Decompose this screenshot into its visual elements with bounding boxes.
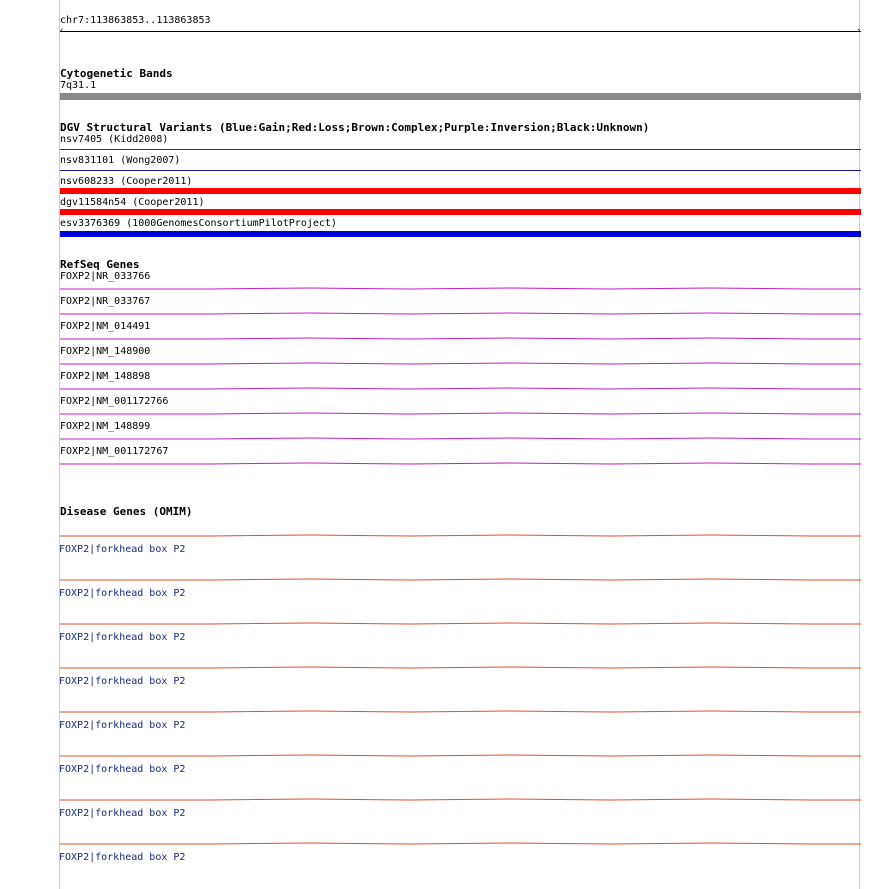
refseq-gene-label[interactable]: FOXP2|NM_148900 xyxy=(60,346,151,357)
omim-gene-line[interactable] xyxy=(60,706,861,714)
omim-gene-label[interactable]: FOXP2|forkhead box P2 xyxy=(59,852,186,863)
refseq-gene-line[interactable] xyxy=(60,308,861,316)
dgv-section-title: DGV Structural Variants (Blue:Gain;Red:Loss;Brown:Complex;Purple:Inversion;Black:Unknown) xyxy=(60,121,650,134)
omim-gene-line[interactable] xyxy=(60,794,861,802)
refseq-gene-label[interactable]: FOXP2|NM_014491 xyxy=(60,321,151,332)
ruler-left-arrow-icon: ‹ xyxy=(59,26,65,36)
refseq-gene-label[interactable]: FOXP2|NM_148898 xyxy=(60,371,151,382)
dgv-variant-label[interactable]: dgv11584n54 (Cooper2011) xyxy=(60,197,205,208)
cytoband-section-title: Cytogenetic Bands xyxy=(60,67,173,80)
omim-gene-label[interactable]: FOXP2|forkhead box P2 xyxy=(59,676,186,687)
refseq-gene-label[interactable]: FOXP2|NM_001172767 xyxy=(60,446,169,457)
omim-gene-label[interactable]: FOXP2|forkhead box P2 xyxy=(59,544,186,555)
omim-gene-line[interactable] xyxy=(60,838,861,846)
dgv-variant-bar[interactable] xyxy=(60,149,861,150)
dgv-variant-bar[interactable] xyxy=(60,231,861,237)
dgv-variant-label[interactable]: esv3376369 (1000GenomesConsortiumPilotProject) xyxy=(60,218,337,229)
dgv-variant-label[interactable]: nsv608233 (Cooper2011) xyxy=(60,176,193,187)
refseq-gene-line[interactable] xyxy=(60,358,861,366)
refseq-gene-label[interactable]: FOXP2|NR_033767 xyxy=(60,296,151,307)
omim-gene-label[interactable]: FOXP2|forkhead box P2 xyxy=(59,588,186,599)
omim-gene-line[interactable] xyxy=(60,662,861,670)
refseq-gene-line[interactable] xyxy=(60,333,861,341)
refseq-gene-line[interactable] xyxy=(60,383,861,391)
dgv-variant-label[interactable]: nsv831101 (Wong2007) xyxy=(60,155,181,166)
dgv-variant-bar[interactable] xyxy=(60,188,861,194)
ruler-position-label: chr7:113863853..113863853 xyxy=(60,15,211,26)
omim-gene-label[interactable]: FOXP2|forkhead box P2 xyxy=(59,632,186,643)
cytoband-label[interactable]: 7q31.1 xyxy=(60,80,97,91)
refseq-gene-line[interactable] xyxy=(60,408,861,416)
omim-section-title: Disease Genes (OMIM) xyxy=(60,505,193,518)
refseq-gene-line[interactable] xyxy=(60,283,861,291)
ruler-line xyxy=(60,31,861,32)
omim-gene-label[interactable]: FOXP2|forkhead box P2 xyxy=(59,808,186,819)
refseq-gene-line[interactable] xyxy=(60,433,861,441)
dgv-variant-bar[interactable] xyxy=(60,170,861,171)
omim-gene-label[interactable]: FOXP2|forkhead box P2 xyxy=(59,764,186,775)
cytoband-bar[interactable] xyxy=(60,93,861,100)
refseq-gene-label[interactable]: FOXP2|NM_001172766 xyxy=(60,396,169,407)
refseq-section-title: RefSeq Genes xyxy=(60,258,140,271)
omim-gene-line[interactable] xyxy=(60,750,861,758)
dgv-variant-label[interactable]: nsv7405 (Kidd2008) xyxy=(60,134,169,145)
dgv-variant-bar[interactable] xyxy=(60,209,861,215)
omim-gene-label[interactable]: FOXP2|forkhead box P2 xyxy=(59,720,186,731)
omim-gene-line[interactable] xyxy=(60,574,861,582)
omim-gene-line[interactable] xyxy=(60,618,861,626)
refseq-gene-line[interactable] xyxy=(60,458,861,466)
omim-gene-line[interactable] xyxy=(60,530,861,538)
ruler-right-arrow-icon: › xyxy=(856,26,862,36)
refseq-gene-label[interactable]: FOXP2|NR_033766 xyxy=(60,271,151,282)
refseq-gene-label[interactable]: FOXP2|NM_148899 xyxy=(60,421,151,432)
